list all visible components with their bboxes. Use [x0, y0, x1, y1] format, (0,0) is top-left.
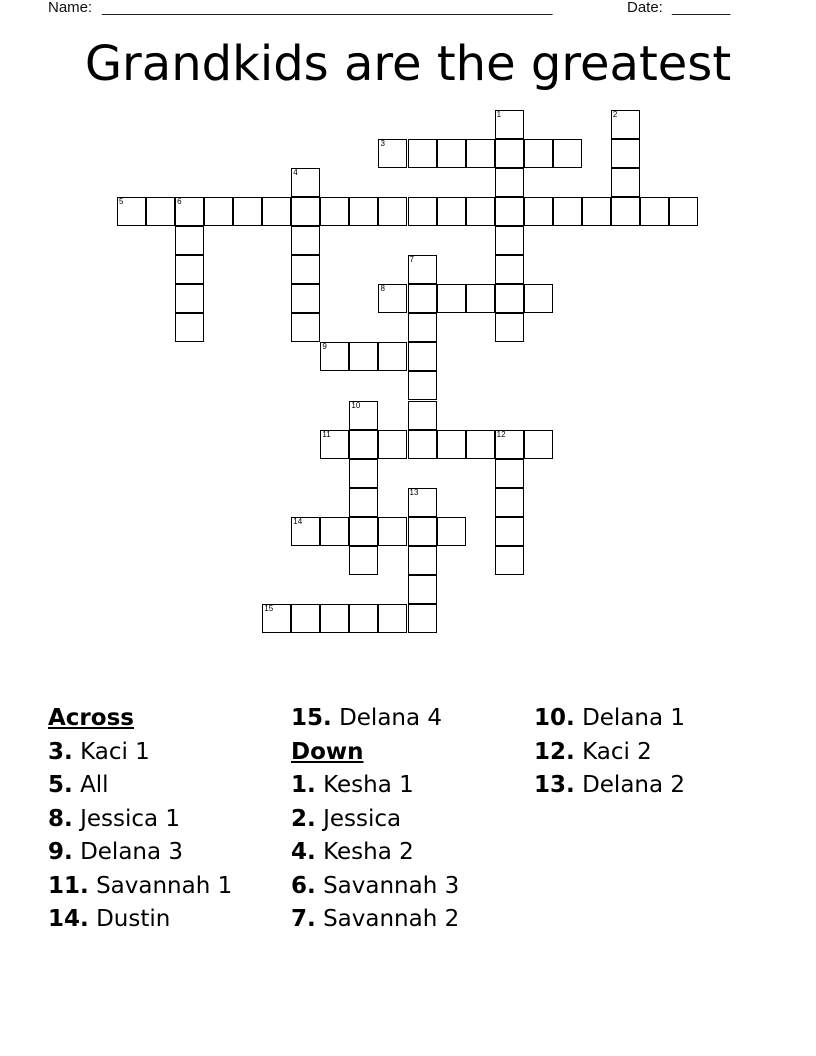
grid-cell[interactable]	[495, 459, 524, 488]
clue-number: 6.	[291, 872, 316, 899]
clue-number: 1.	[291, 772, 316, 798]
cell-number: 5	[119, 197, 124, 207]
grid-cell[interactable]	[611, 168, 640, 197]
cell-number: 13	[409, 487, 419, 497]
across-clue	[291, 702, 531, 736]
grid-cell[interactable]	[466, 284, 495, 313]
grid-cell[interactable]	[378, 604, 407, 633]
cell-number: 8	[380, 284, 385, 294]
grid-cell[interactable]	[437, 197, 466, 226]
cell-number: 9	[322, 342, 327, 352]
clue-number: 7.	[291, 906, 316, 932]
clue-number: 9.	[48, 839, 73, 865]
down-clue	[534, 702, 774, 736]
grid-cell[interactable]	[408, 517, 437, 546]
grid-cell[interactable]	[408, 546, 437, 575]
grid-cell[interactable]	[349, 430, 378, 459]
grid-cell[interactable]	[466, 197, 495, 226]
cell-number: 12	[496, 429, 506, 439]
grid-cell[interactable]	[437, 139, 466, 168]
cell-number: 1	[496, 110, 502, 119]
clue-text: Kaci 1	[80, 738, 150, 765]
grid-cell[interactable]	[437, 517, 466, 546]
down-clue	[291, 836, 531, 870]
clue-text: Kesha 2	[323, 839, 414, 865]
clue-number: 11.	[48, 872, 89, 899]
cell-number: 2	[612, 110, 618, 119]
grid-cell[interactable]	[349, 604, 378, 633]
name-label: Name:	[48, 0, 93, 16]
grid-cell[interactable]	[291, 313, 320, 342]
grid-cell[interactable]	[437, 430, 466, 459]
grid-cell[interactable]	[349, 488, 378, 517]
grid-cell[interactable]	[408, 313, 437, 342]
grid-cell[interactable]	[495, 139, 524, 168]
grid-cell[interactable]	[204, 197, 233, 226]
grid-cell[interactable]	[495, 226, 524, 255]
grid-cell[interactable]	[320, 517, 349, 546]
grid-cell[interactable]	[378, 517, 407, 546]
grid-cell[interactable]	[291, 226, 320, 255]
cell-number: 7	[409, 255, 414, 265]
across-clue	[48, 769, 288, 803]
clue-column-1	[48, 702, 288, 937]
grid-cell[interactable]	[582, 197, 611, 226]
clue-text: Savannah 2	[323, 906, 460, 932]
across-clue	[48, 870, 288, 904]
grid-cell[interactable]	[495, 168, 524, 197]
clue-number: 14.	[48, 906, 89, 932]
grid-cell[interactable]	[611, 110, 640, 139]
grid-cell[interactable]	[495, 430, 524, 459]
grid-cell[interactable]	[408, 197, 437, 226]
clue-number: 15.	[291, 705, 332, 731]
cell-number: 3	[380, 139, 385, 149]
grid-cell[interactable]	[611, 139, 640, 168]
grid-cell[interactable]	[378, 197, 407, 226]
down-clue	[534, 736, 774, 770]
grid-cell[interactable]	[466, 139, 495, 168]
clue-number: 5.	[48, 772, 73, 798]
grid-cell[interactable]	[320, 197, 349, 226]
grid-cell[interactable]	[524, 284, 553, 313]
clue-text: Savannah 1	[96, 872, 233, 899]
grid-cell[interactable]	[378, 430, 407, 459]
date-field[interactable]: _______	[672, 0, 731, 16]
clue-number: 10.	[534, 705, 575, 731]
grid-cell[interactable]	[495, 313, 524, 342]
grid-cell[interactable]	[408, 255, 437, 284]
name-field[interactable]: ______________________________________________________	[102, 0, 553, 16]
grid-cell[interactable]	[408, 342, 437, 371]
clue-text: Kesha 1	[323, 772, 414, 798]
clue-number: 12.	[534, 738, 575, 765]
cell-number: 11	[322, 429, 331, 439]
across-clue	[48, 803, 288, 837]
grid-cell[interactable]	[495, 488, 524, 517]
clue-text: Dustin	[96, 906, 171, 932]
grid-cell[interactable]	[466, 430, 495, 459]
down-clue	[291, 903, 531, 937]
date-label: Date:	[627, 0, 663, 16]
grid-cell[interactable]	[495, 110, 524, 139]
grid-cell[interactable]	[262, 197, 291, 226]
down-heading: Down	[291, 738, 364, 765]
across-heading: Across	[48, 705, 134, 731]
grid-cell[interactable]	[524, 139, 553, 168]
cell-number: 6	[177, 197, 182, 207]
puzzle-title: Grandkids are the greatest	[84, 36, 732, 92]
grid-cell[interactable]	[291, 604, 320, 633]
grid-cell[interactable]	[175, 197, 204, 226]
grid-cell[interactable]	[378, 342, 407, 371]
cell-number: 4	[293, 168, 298, 178]
grid-cell[interactable]	[408, 604, 437, 633]
grid-cell[interactable]	[117, 197, 146, 226]
clue-number: 4.	[291, 839, 316, 865]
clue-text: Delana 1	[582, 705, 686, 731]
grid-cell[interactable]	[349, 459, 378, 488]
grid-cell[interactable]	[640, 197, 669, 226]
grid-cell[interactable]	[437, 284, 466, 313]
grid-cell[interactable]	[320, 342, 349, 371]
clue-text: Delana 4	[339, 705, 443, 731]
cell-number: 15	[264, 603, 274, 613]
down-clue	[291, 870, 531, 904]
grid-cell[interactable]	[262, 604, 291, 633]
grid-cell[interactable]	[146, 197, 175, 226]
grid-cell[interactable]	[233, 197, 262, 226]
cell-number: 14	[293, 516, 303, 526]
across-clue	[48, 903, 288, 937]
grid-cell[interactable]	[291, 284, 320, 313]
grid-cell[interactable]	[495, 517, 524, 546]
clue-number: 8.	[48, 805, 73, 832]
grid-cell[interactable]	[408, 139, 437, 168]
grid-cell[interactable]	[291, 255, 320, 284]
clue-number: 3.	[48, 738, 73, 765]
grid-cell[interactable]	[175, 255, 204, 284]
grid-cell[interactable]	[349, 401, 378, 430]
grid-cell[interactable]	[669, 197, 698, 226]
clue-number: 13.	[534, 772, 575, 798]
down-clue	[291, 803, 531, 837]
clue-text: Jessica 1	[80, 805, 181, 832]
grid-cell[interactable]	[495, 284, 524, 313]
grid-cell[interactable]	[524, 430, 553, 459]
grid-cell[interactable]	[175, 284, 204, 313]
grid-cell[interactable]	[349, 197, 378, 226]
grid-cell[interactable]	[378, 284, 407, 313]
grid-cell[interactable]	[320, 430, 349, 459]
clue-column-3	[534, 702, 774, 803]
clue-text: Kaci 2	[582, 738, 652, 765]
grid-cell[interactable]	[495, 197, 524, 226]
clue-text: All	[80, 772, 109, 798]
grid-cell[interactable]	[611, 197, 640, 226]
clue-number: 2.	[291, 805, 316, 832]
clue-text: Delana 2	[582, 772, 686, 798]
grid-cell[interactable]	[408, 575, 437, 604]
grid-cell[interactable]	[175, 226, 204, 255]
grid-cell[interactable]	[291, 197, 320, 226]
grid-cell[interactable]	[175, 313, 204, 342]
grid-cell[interactable]	[378, 139, 407, 168]
clue-text: Delana 3	[80, 839, 184, 865]
grid-cell[interactable]	[408, 430, 437, 459]
grid-cell[interactable]	[524, 197, 553, 226]
across-clue	[48, 736, 288, 770]
grid-cell[interactable]	[408, 284, 437, 313]
grid-cell[interactable]	[408, 488, 437, 517]
cell-number: 10	[351, 400, 361, 410]
clue-column-2	[291, 702, 531, 937]
grid-cell[interactable]	[553, 139, 582, 168]
grid-cell[interactable]	[408, 401, 437, 430]
down-clue	[534, 769, 774, 803]
header	[48, 0, 748, 19]
grid-cell[interactable]	[408, 371, 437, 400]
grid-cell[interactable]	[495, 546, 524, 575]
clue-text: Jessica	[323, 805, 402, 832]
grid-cell[interactable]	[349, 546, 378, 575]
down-clue	[291, 769, 531, 803]
grid-cell[interactable]	[349, 342, 378, 371]
grid-cell[interactable]	[349, 517, 378, 546]
grid-cell[interactable]	[291, 168, 320, 197]
clue-text: Savannah 3	[323, 872, 460, 899]
grid-cell[interactable]	[320, 604, 349, 633]
grid-cell[interactable]	[495, 255, 524, 284]
grid-cell[interactable]	[553, 197, 582, 226]
grid-cell[interactable]	[291, 517, 320, 546]
across-clue	[48, 836, 288, 870]
